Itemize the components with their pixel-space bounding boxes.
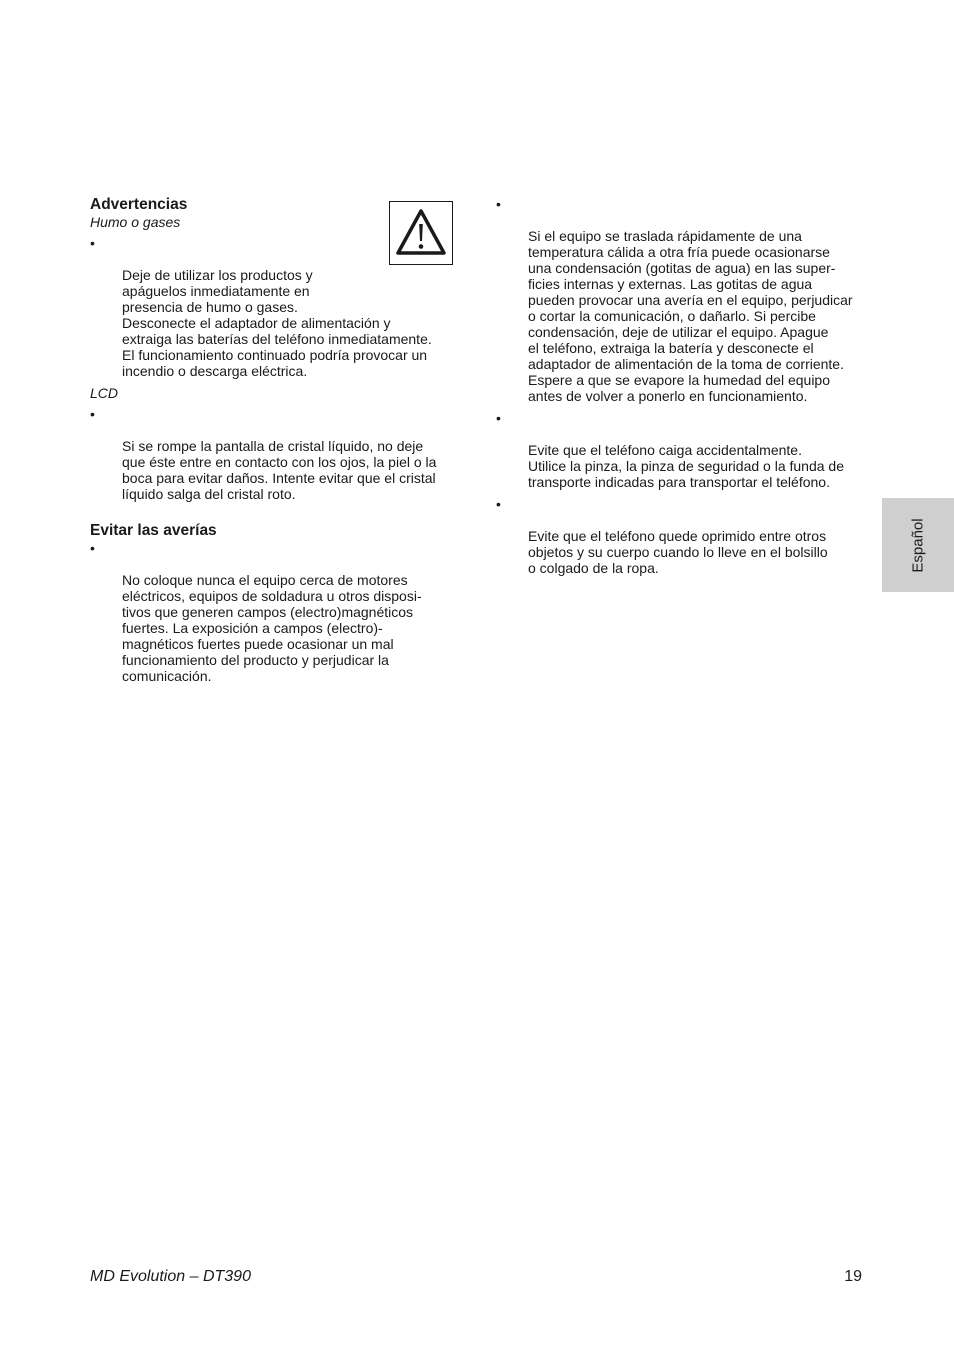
- bullet: •: [496, 496, 501, 512]
- list-item: [496, 496, 862, 576]
- lcd-list: [90, 406, 455, 502]
- list-item-text: Si se rompe la pantalla de cristal líquido, no deje que éste entre en contacto con los ojos, la piel o la boca para evitar daños. Intente evitar que el cristal líquido salga del cristal roto.: [122, 438, 437, 502]
- left-column: [90, 196, 455, 690]
- footer-title: MD Evolution – DT390: [90, 1268, 251, 1285]
- avoid-damage-list: [90, 540, 455, 684]
- language-tab-label: Español: [909, 517, 927, 573]
- right-list: [496, 196, 862, 576]
- smoke-list: [90, 235, 455, 379]
- list-item-text: No coloque nunca el equipo cerca de motores eléctricos, equipos de soldadura u otros disposi- tivos que generen campos (electro)magnéticos fuertes. La exposición a campos (electro)- magnéticos fuertes puede ocasionar un mal funcionamiento del producto y perjudicar la comunicación.: [122, 572, 422, 684]
- bullet: •: [496, 196, 501, 212]
- smoke-subheading: Humo o gases: [90, 214, 181, 230]
- list-item-text: Evite que el teléfono caiga accidentalmente. Utilice la pinza, la pinza de seguridad o la funda de transporte indicadas para transportar el teléfono.: [528, 442, 844, 490]
- bullet: •: [90, 406, 95, 422]
- bullet: •: [90, 540, 95, 556]
- list-item: [90, 540, 455, 684]
- list-item-text: Si el equipo se traslada rápidamente de una temperatura cálida a otra fría puede ocasionarse una condensación (gotitas de agua) en las super- ficies internas y externas. Las gotitas de agua pueden provocar una avería en el equipo, perjudicar o cortar la comunicación, o dañarlo. Si percibe condensación, deje de utilizar el equipo. Apague el teléfono, extraiga la batería y desconecte el adaptador de alimentación de la toma de corriente. Espere a que se evapore la humedad del equipo antes de volver a ponerlo en funcionamiento.: [528, 228, 853, 404]
- right-column: [496, 196, 862, 582]
- warnings-heading: Advertencias: [90, 196, 188, 213]
- bullet: •: [496, 410, 501, 426]
- avoid-damage-heading: Evitar las averías: [90, 522, 217, 539]
- page-number: 19: [844, 1268, 862, 1285]
- list-item: [496, 196, 862, 404]
- list-item: [90, 235, 455, 379]
- lcd-subheading: LCD: [90, 385, 119, 401]
- bullet: •: [90, 235, 95, 251]
- list-item-text: Evite que el teléfono quede oprimido entre otros objetos y su cuerpo cuando lo lleve en el bolsillo o colgado de la ropa.: [528, 528, 828, 576]
- list-item: [496, 410, 862, 490]
- language-tab: [882, 498, 954, 592]
- list-item: [90, 406, 455, 502]
- list-item-text: Deje de utilizar los productos y apáguelos inmediatamente en presencia de humo o gases. Desconecte el adaptador de alimentación y extraiga las baterías del teléfono inmediatamente. El funcionamiento continuado podría provocar un incendio o descarga eléctrica.: [122, 267, 432, 379]
